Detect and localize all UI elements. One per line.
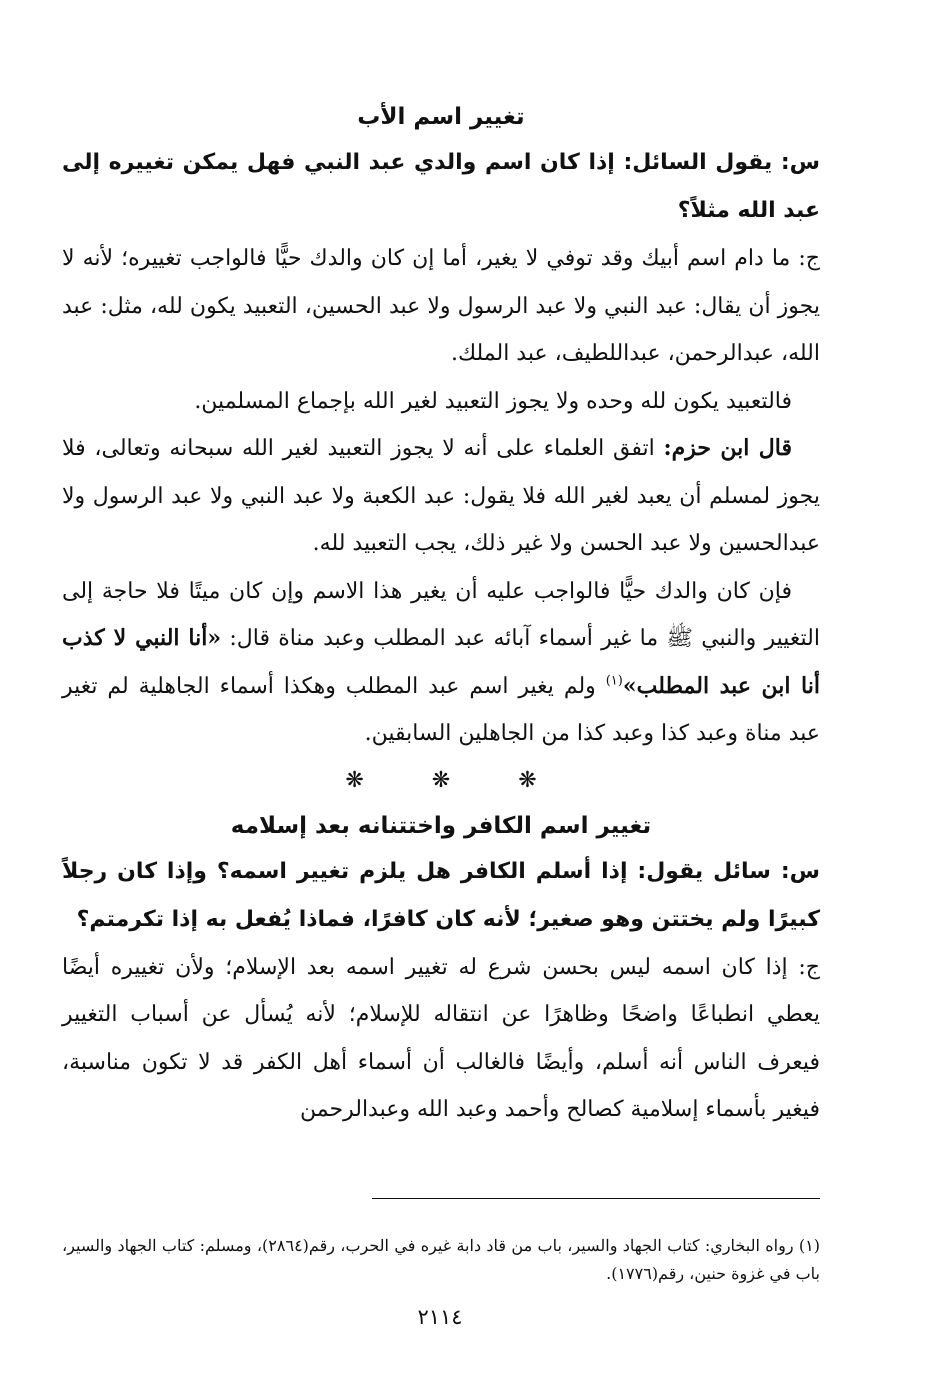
- star-ornament: ❋: [518, 767, 537, 793]
- section-separator: [62, 758, 820, 804]
- answer-convert-name: ج: إذا كان اسمه ليس بحسن شرع له تغيير اسمه بعد الإسلام؛ ولأن تغييره أيضًا يعطي انطباعًا واضحًا وظاهرًا عن انتقاله للإسلام؛ لأنه يُسأل عن أسباب التغيير فيعرف الناس أنه أسلم، وأيضًا فالغالب أن أسماء أهل الكفر قد لا تكون مناسبة، فيغير بأسماء إسلامية كصالح وأحمد وعبد الله وعبدالرحمن: [62, 954, 820, 1122]
- ibn-hazm-text: اتفق العلماء على أنه لا يجوز التعبيد لغير الله سبحانه وتعالى، فلا يجوز لمسلم أن يعبد لغير الله فلا يقول: عبد الكعبة ولا عبد النبي ولا عبد الرسول ولا عبدالحسين ولا عبد الحسن ولا غير ذلك، يجب التعبيد لله.: [62, 436, 820, 556]
- ibn-hazm-label: قال ابن حزم:: [663, 435, 792, 461]
- answer-3-end: ولم يغير اسم عبد المطلب وهكذا أسماء الجاهلية لم تغير عبد مناة وعبد كذا وعبد كذا من الجاهلين السابقين.: [62, 673, 820, 746]
- star-ornament: ❋: [345, 767, 364, 793]
- section-title-convert-name: تغيير اسم الكافر واختتنانه بعد إسلامه: [230, 812, 652, 839]
- answer-paragraph-3: [62, 568, 820, 758]
- answer-3-start: فإن كان والدك حيًّا فالواجب عليه أن يغير هذا الاسم وإن كان ميتًا فلا حاجة إلى التغيير والنبي ﷺ ما غير أسماء آبائه عبد المطلب وعبد مناة قال:: [62, 578, 820, 651]
- footnote-ref: (١): [605, 673, 623, 689]
- question-convert-name: س: سائل يقول: إذا أسلم الكافر هل يلزم تغيير اسمه؟ وإذا كان رجلاً كبيرًا ولم يختتن وهو صغير؛ لأنه كان كافرًا، فماذا يُفعل به إذا تكرمتم؟: [62, 858, 820, 932]
- answer-paragraph-2: فالتعبيد يكون لله وحده ولا يجوز التعبيد لغير الله بإجماع المسلمين.: [194, 388, 792, 414]
- answer-paragraph-1: ج: ما دام اسم أبيك وقد توفي لا يغير، أما إن كان والدك حيًّا فالواجب تغييره؛ لأنه لا يجوز أن يقال: عبد النبي ولا عبد الرسول ولا عبد الحسين، التعبيد يكون لله، مثل: عبد الله، عبدالرحمن، عبداللطيف، عبد الملك.: [62, 246, 820, 366]
- section-title-father-name: تغيير اسم الأب: [357, 104, 525, 130]
- ibn-hazm-paragraph: [62, 425, 820, 568]
- page-body: [62, 95, 820, 1134]
- footnote: (١) رواه البخاري: كتاب الجهاد والسير، باب من قاد دابة غيره في الحرب، رقم(٢٨٦٤)، ومسلم: كتاب الجهاد والسير، باب في غزوة حنين، رقم(١٧٧٦).: [62, 1236, 820, 1283]
- star-ornament: ❋: [431, 767, 451, 793]
- hadith-quote: «أنا النبي لا كذب أنا ابن عبد المطلب»: [62, 625, 820, 699]
- page-number: ٢١١٤: [417, 1305, 463, 1329]
- footnote-divider: [372, 1198, 820, 1199]
- question-father-name: س: يقول السائل: إذا كان اسم والدي عبد النبي فهل يمكن تغييره إلى عبد الله مثلاً؟: [62, 150, 820, 223]
